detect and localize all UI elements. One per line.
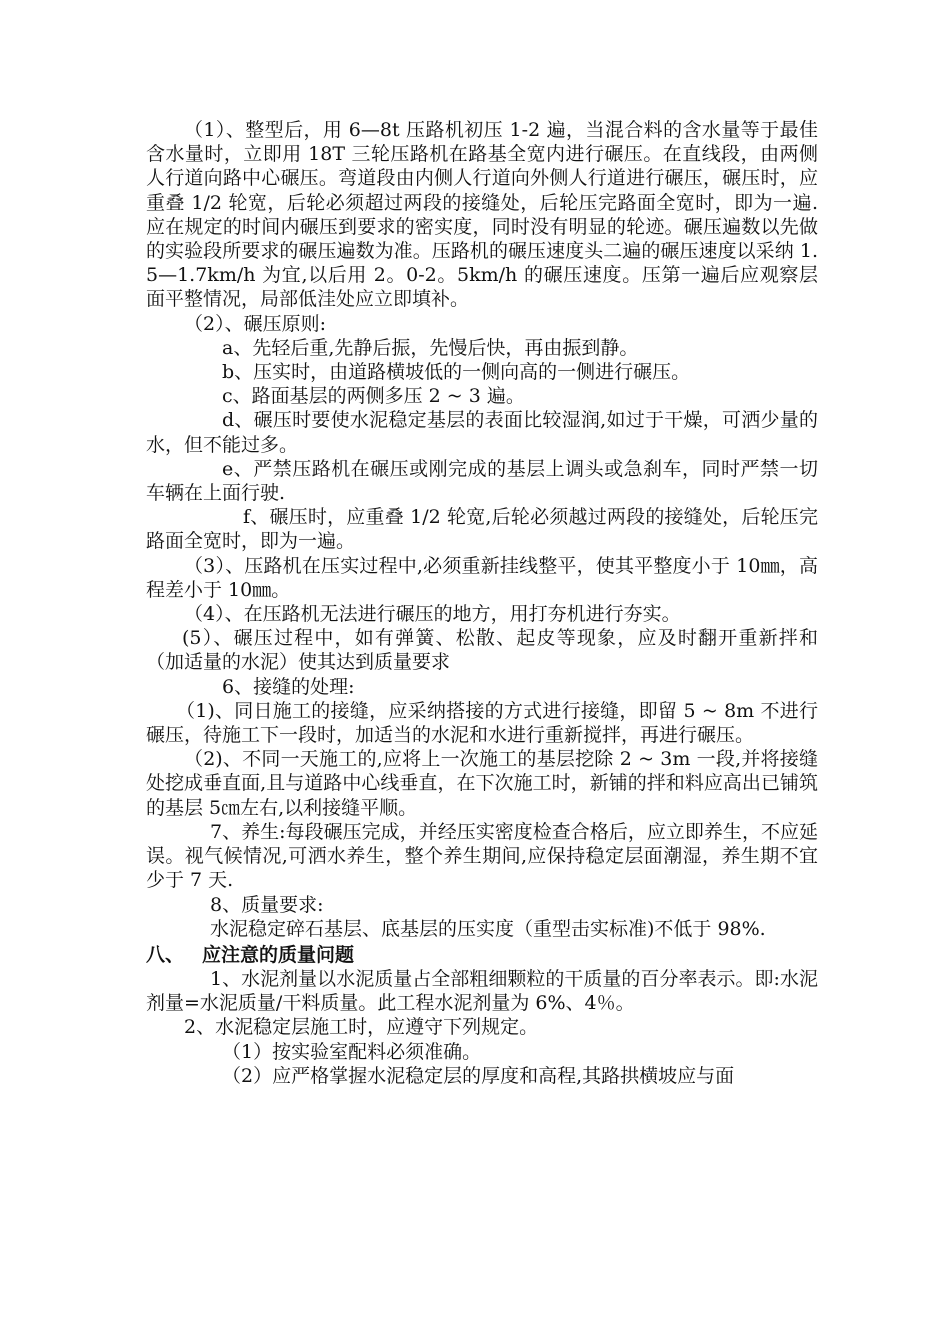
paragraph-rule-2: （2）应严格掌握水泥稳定层的厚度和高程,其路拱横坡应与面 bbox=[222, 1064, 735, 1087]
section-number: 八、 bbox=[146, 943, 185, 966]
paragraph-quality-heading: 8、质量要求: bbox=[210, 893, 324, 916]
paragraph-joint-heading: 6、接缝的处理: bbox=[222, 675, 355, 698]
document-body bbox=[146, 118, 818, 1088]
list-item-a: a、先轻后重,先静后振，先慢后快，再由振到静。 bbox=[222, 336, 639, 359]
list-item-f: f、碾压时，应重叠 1/2 轮宽,后轮必须越过两段的接缝处，后轮压完路面全宽时，即为一遍。 bbox=[146, 506, 818, 553]
paragraph-rule-1: （1）按实验室配料必须准确。 bbox=[222, 1040, 482, 1063]
paragraph-defects: (5）、碾压过程中，如有弹簧、松散、起皮等现象，应及时翻开重新拌和（加适量的水泥）使其达到质量要求 bbox=[146, 627, 818, 674]
paragraph-curing: 7、养生:每段碾压完成，并经压实密度检查合格后，应立即养生，不应延误。视气候情况,可洒水养生，整个养生期间,应保持稳定层面潮湿，养生期不宜少于 7 天. bbox=[146, 820, 818, 892]
paragraph-compaction-principles: （2）、碾压原则: bbox=[184, 312, 326, 335]
paragraph-tamping: （4）、在压路机无法进行碾压的地方，用打夯机进行夯实。 bbox=[184, 603, 681, 626]
paragraph-initial-compaction: （1）、整型后，用 6—8t 压路机初压 1-2 遍，当混合料的含水量等于最佳含水量时，立即用 18T 三轮压路机在路基全宽内进行碾压。在直线段，由两侧人行道向路中心碾压。弯道段由内侧人行道向外侧人行道进行碾压，碾压时，应重叠 1/2 轮宽，后轮必须超过两段的接缝处，后轮压完路面全宽时，即为一遍.应在规定的时间内碾压到要求的密实度，同时没有明显的轮迹。碾压遍数以先做的实验段所要求的碾压遍数为准。压路机的碾压速度头二遍的碾压速度以采纳 1.5—1.7km/h 为宜,以后用 2。0-2。5km/h 的碾压速度。压第一遍后应观察层面平整情况，局部低洼处应立即填补。 bbox=[146, 119, 818, 311]
section-heading bbox=[146, 943, 818, 967]
paragraph-cement-dosage: 1、水泥剂量以水泥质量占全部粗细颗粒的干质量的百分率表示。即:水泥剂量=水泥质量/干料质量。此工程水泥剂量为 6%、4％。 bbox=[146, 967, 818, 1015]
section-title: 应注意的质量问题 bbox=[202, 943, 355, 966]
paragraph-next-day-joint: （2)、不同一天施工的,应将上一次施工的基层挖除 2 ~ 3m 一段,并将接缝处挖成垂直面,且与道路中心线垂直，在下次施工时，新铺的拌和料应高出已铺筑的基层 5㎝左右,以利接缝平顺。 bbox=[146, 748, 818, 819]
paragraph-construction-rules: 2、水泥稳定层施工时，应遵守下列规定。 bbox=[184, 1016, 539, 1039]
list-item-b: b、压实时，由道路横坡低的一侧向高的一侧进行碾压。 bbox=[222, 361, 691, 384]
paragraph-same-day-joint: （1)、同日施工的接缝，应采纳搭接的方式进行接缝，即留 5 ~ 8m 不进行碾压，待施工下一段时，加适当的水泥和水进行重新搅拌，再进行碾压。 bbox=[146, 699, 818, 747]
paragraph-leveling: （3）、压路机在压实过程中,必须重新挂线整平，使其平整度小于 10㎜，高程差小于 10㎜。 bbox=[146, 554, 818, 601]
list-item-e: e、严禁压路机在碾压或刚完成的基层上调头或急刹车，同时严禁一切车辆在上面行驶. bbox=[146, 457, 818, 505]
list-item-c: c、路面基层的两侧多压 2 ~ 3 遍。 bbox=[222, 385, 525, 408]
list-item-d: d、碾压时要使水泥稳定基层的表面比较湿润,如过于干燥，可洒少量的水，但不能过多。 bbox=[146, 409, 818, 456]
paragraph-compaction-degree: 水泥稳定碎石基层、底基层的压实度（重型击实标准)不低于 98%. bbox=[210, 917, 766, 940]
